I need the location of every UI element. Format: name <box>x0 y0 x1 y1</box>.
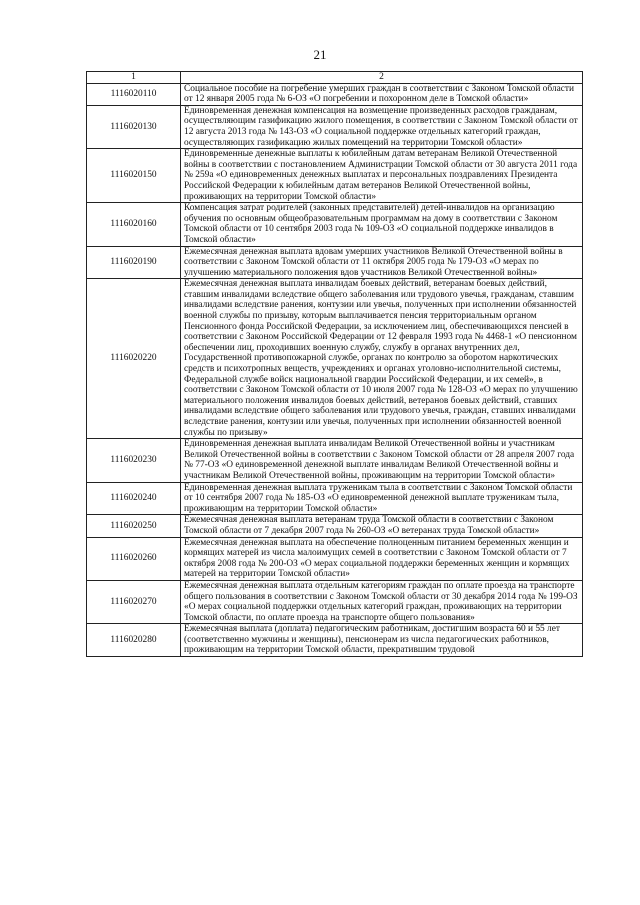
row-code: 1116020220 <box>87 279 181 439</box>
table-row <box>87 246 583 279</box>
row-description: Ежемесячная выплата (доплата) педагогическим работникам, достигшим возраста 60 и 55 лет (соответственно мужчины и женщины), пенсионерам из числа педагогических работников, проживающим на территории Томской области, прекратившим трудовой <box>181 624 583 657</box>
page-number: 21 <box>313 47 327 62</box>
table-row <box>87 537 583 580</box>
table-row <box>87 105 583 148</box>
row-code: 1116020240 <box>87 482 181 515</box>
row-description: Единовременные денежные выплаты к юбилейным датам ветеранам Великой Отечественной войны в соответствии с постановлением Администрации Томской области от 30 августа 2011 года № 259а «О единовременных денежных выплатах и персональных поздравлениях Президента Российской Федерации к юбилейным датам ветеранов Великой Отечественной войны, проживающих на территории Томской области» <box>181 149 583 203</box>
row-description: Ежемесячная денежная выплата вдовам умерших участников Великой Отечественной войны в соответствии с Законом Томской области от 11 октября 2005 года № 179-ОЗ «О мерах по улучшению материального положения вдов участников Великой Отечественной войны» <box>181 246 583 279</box>
row-code: 1116020260 <box>87 537 181 580</box>
row-description: Единовременная денежная компенсация на возмещение произведенных расходов гражданам, осуществляющим газификацию жилого помещения, в соответствии с Законом Томской области от 12 августа 2013 года № 143-ОЗ «О социальной поддержке отдельных категорий граждан, осуществляющих газификацию жилых помещений на территории Томской области» <box>181 105 583 148</box>
row-code: 1116020190 <box>87 246 181 279</box>
row-code: 1116020250 <box>87 515 181 537</box>
row-description: Ежемесячная денежная выплата на обеспечение полноценным питанием беременных женщин и кормящих матерей из числа малоимущих семей в соответствии с Законом Томской области от 7 октября 2008 года № 200-ОЗ «О мерах социальной поддержки беременных женщин и кормящих матерей на территории Томской области» <box>181 537 583 580</box>
row-description: Ежемесячная денежная выплата инвалидам боевых действий, ветеранам боевых действий, ставшим инвалидами вследствие общего заболевания или трудового увечья, гражданам, ставшим инвалидами вследствие ранения, контузии или увечья, полученных при исполнении обязанностей военной службы по призыву, которым выплачивается пенсия территориальным органом Пенсионного фонда Российской Федерации, за исключением лиц, обеспечивающихся пенсией в соответствии с Законом Российской Федерации от 12 февраля 1993 года № 4468-1 «О пенсионном обеспечении лиц, проходивших военную службу, службу в органах внутренних дел, Государственной противопожарной службе, органах по контролю за оборотом наркотических средств и психотропных веществ, учреждениях и органах уголовно-исполнительной системы, Федеральной службе войск национальной гвардии Российской Федерации, и их семей», в соответствии с Законом Томской области от 10 июля 2007 года № 128-ОЗ «О мерах по улучшению материального положения инвалидов боевых действий, ветеранов боевых действий, ставших инвалидами вследствие общего заболевания или трудового увечья, граждан, ставших инвалидами вследствие ранения, контузии или увечья, полученных при исполнении обязанностей военной службы по призыву» <box>181 279 583 439</box>
table-row <box>87 515 583 537</box>
row-description: Компенсация затрат родителей (законных представителей) детей-инвалидов на организацию обучения по основным общеобразовательным программам на дому в соответствии с Законом Томской области от 10 сентября 2003 года № 109-ОЗ «О социальной поддержке инвалидов в Томской области» <box>181 203 583 246</box>
row-code: 1116020110 <box>87 83 181 105</box>
budget-codes-table <box>86 71 583 657</box>
row-code: 1116020230 <box>87 439 181 482</box>
row-description: Единовременная денежная выплата труженикам тыла в соответствии с Законом Томской области от 10 сентября 2007 года № 185-ОЗ «О единовременной денежной выплате труженикам тыла, проживающим на территории Томской области» <box>181 482 583 515</box>
column-header-2: 2 <box>181 72 583 84</box>
row-description: Ежемесячная денежная выплата ветеранам труда Томской области в соответствии с Законом Томской области от 7 декабря 2007 года № 260-ОЗ «О ветеранах труда Томской области» <box>181 515 583 537</box>
table-row <box>87 83 583 105</box>
table-row <box>87 439 583 482</box>
row-code: 1116020280 <box>87 624 181 657</box>
table-row <box>87 580 583 623</box>
row-code: 1116020130 <box>87 105 181 148</box>
table-row <box>87 279 583 439</box>
table-header-row <box>87 72 583 84</box>
table-row <box>87 624 583 657</box>
row-description: Социальное пособие на погребение умерших граждан в соответствии с Законом Томской области от 12 января 2005 года № 6-ОЗ «О погребении и похоронном деле в Томской области» <box>181 83 583 105</box>
row-code: 1116020150 <box>87 149 181 203</box>
table-row <box>87 482 583 515</box>
column-header-1: 1 <box>87 72 181 84</box>
table-row <box>87 203 583 246</box>
table-row <box>87 149 583 203</box>
row-description: Единовременная денежная выплата инвалидам Великой Отечественной войны и участникам Великой Отечественной войны в соответствии с Законом Томской области от 28 апреля 2007 года № 77-ОЗ «О единовременной денежной выплате инвалидам Великой Отечественной войны и участникам Великой Отечественной войны, проживающим на территории Томской области» <box>181 439 583 482</box>
row-code: 1116020160 <box>87 203 181 246</box>
row-code: 1116020270 <box>87 580 181 623</box>
row-description: Ежемесячная денежная выплата отдельным категориям граждан по оплате проезда на транспорте общего пользования в соответствии с Законом Томской области от 30 декабря 2014 года № 199-ОЗ «О мерах социальной поддержки отдельных категорий граждан, проживающих на территории Томской области, по оплате проезда на транспорте общего пользования» <box>181 580 583 623</box>
